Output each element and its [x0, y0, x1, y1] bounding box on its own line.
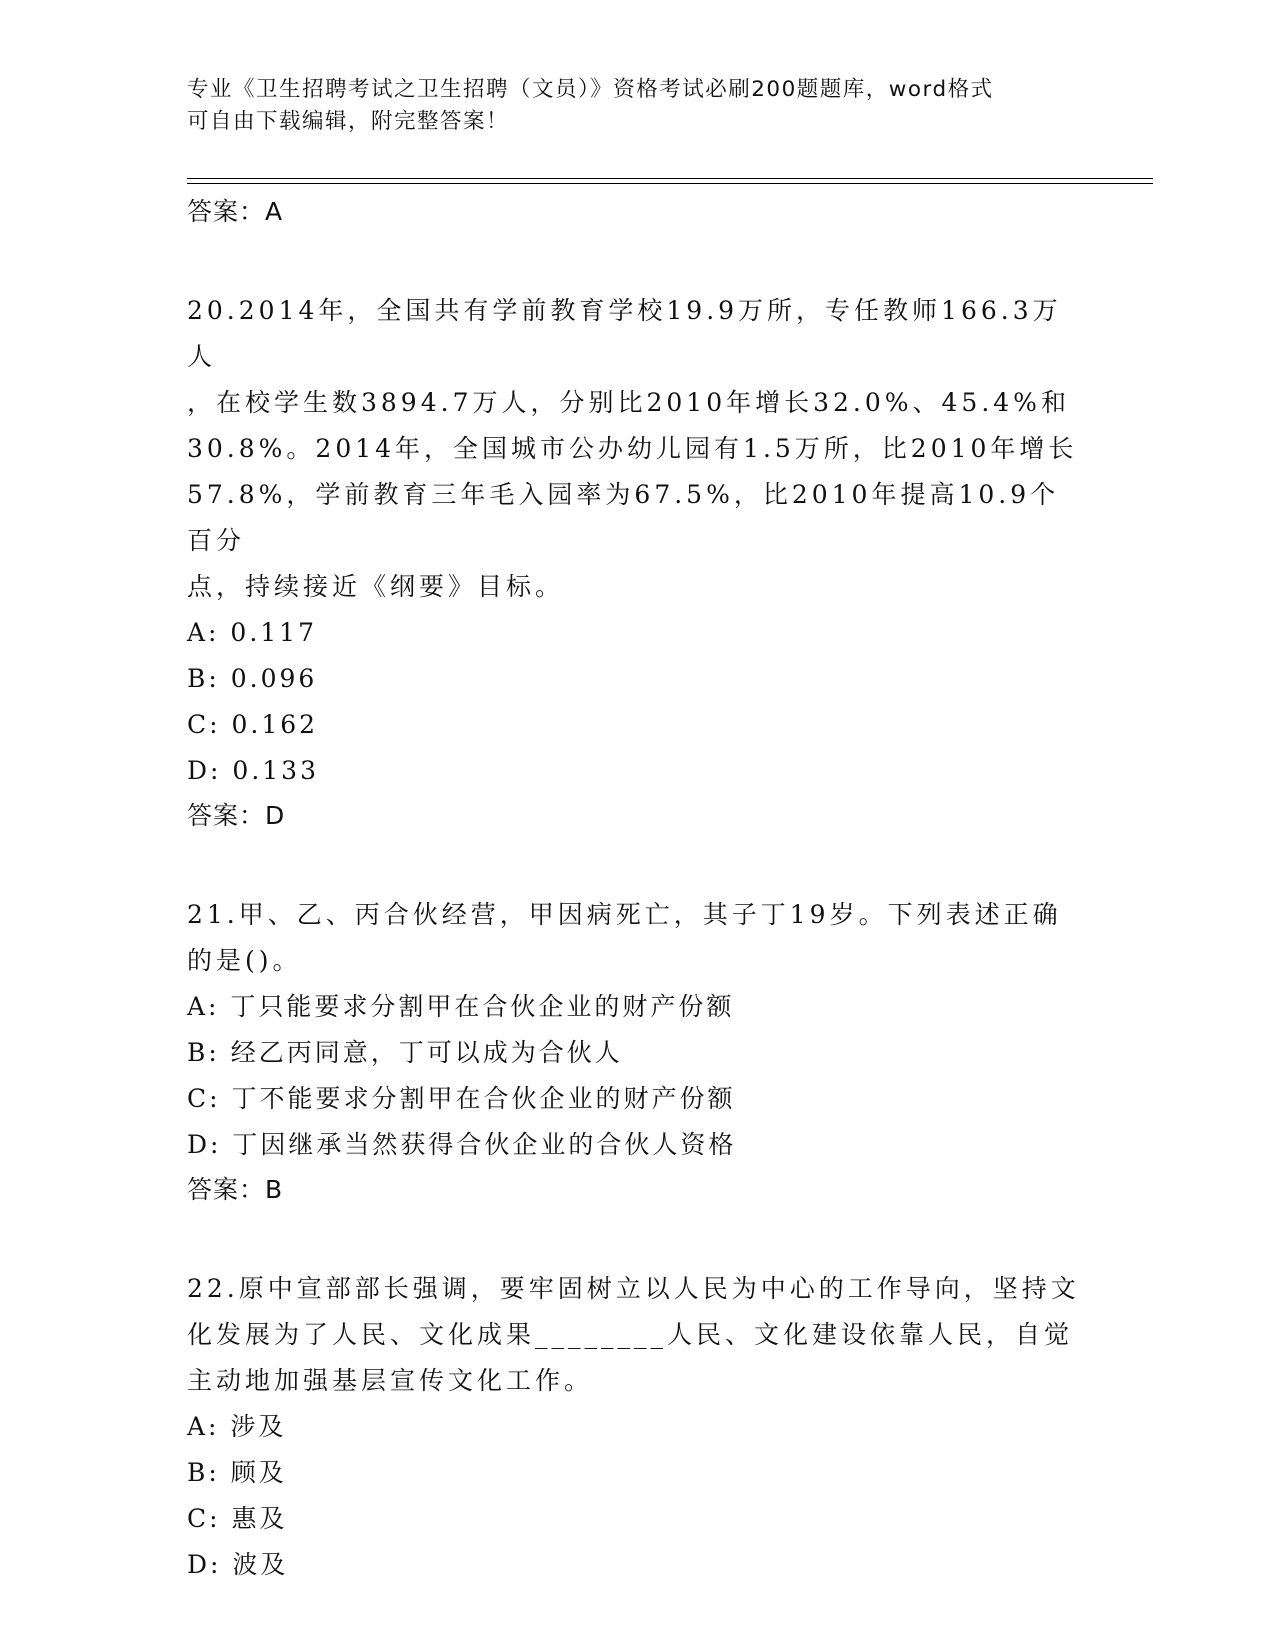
previous-answer: 答案：A [187, 197, 284, 226]
question-text-line: 20.2014年，全国共有学前教育学校19.9万所，专任教师166.3万人 [187, 296, 1062, 371]
question-text-line: 化发展为了人民、文化成果________人民、文化建设依靠人民，自觉 [187, 1320, 1074, 1349]
question-20 [187, 288, 1087, 838]
option-c: C: 丁不能要求分割甲在合伙企业的财产份额 [187, 1084, 736, 1113]
question-text-line: 主动地加强基层宣传文化工作。 [187, 1366, 594, 1395]
option-d: D: 波及 [187, 1550, 289, 1579]
option-a: A: 丁只能要求分割甲在合伙企业的财产份额 [187, 992, 735, 1021]
header-divider-bottom [187, 183, 1153, 184]
page-header [187, 74, 1087, 138]
option-b: B: 0.096 [187, 664, 318, 693]
option-d: D: 0.133 [187, 756, 319, 785]
header-line-1: 专业《卫生招聘考试之卫生招聘（文员）》资格考试必刷200题题库，word格式 [187, 77, 994, 102]
option-d: D: 丁因继承当然获得合伙企业的合伙人资格 [187, 1130, 737, 1159]
option-a: A: 涉及 [187, 1412, 287, 1441]
spacer [187, 838, 1087, 892]
question-text-line: 30.8%。2014年，全国城市公办幼儿园有1.5万所，比2010年增长 [187, 434, 1078, 463]
option-b: B: 经乙丙同意，丁可以成为合伙人 [187, 1038, 623, 1067]
option-c: C: 0.162 [187, 710, 319, 739]
answer-label: 答案：D [187, 801, 286, 830]
question-text-line: 21.甲、乙、丙合伙经营，甲因病死亡，其子丁19岁。下列表述正确 [187, 900, 1062, 929]
spacer [187, 1212, 1087, 1266]
spacer [187, 234, 1087, 288]
question-22 [187, 1266, 1087, 1588]
question-text-line: 点，持续接近《纲要》目标。 [187, 572, 565, 601]
question-21 [187, 892, 1087, 1212]
header-divider-top [187, 178, 1153, 179]
option-b: B: 顾及 [187, 1458, 287, 1487]
question-text-line: 22.原中宣部部长强调，要牢固树立以人民为中心的工作导向，坚持文 [187, 1274, 1080, 1303]
question-text-line: 的是()。 [187, 946, 302, 975]
option-c: C: 惠及 [187, 1504, 288, 1533]
answer-label: 答案：B [187, 1175, 284, 1204]
question-text-line: 57.8%，学前教育三年毛入园率为67.5%，比2010年提高10.9个百分 [187, 480, 1060, 555]
question-list [187, 190, 1087, 1588]
header-line-2: 可自由下载编辑，附完整答案！ [187, 109, 510, 134]
option-a: A: 0.117 [187, 618, 317, 647]
question-text-line: ，在校学生数3894.7万人，分别比2010年增长32.0%、45.4%和 [187, 388, 1070, 417]
